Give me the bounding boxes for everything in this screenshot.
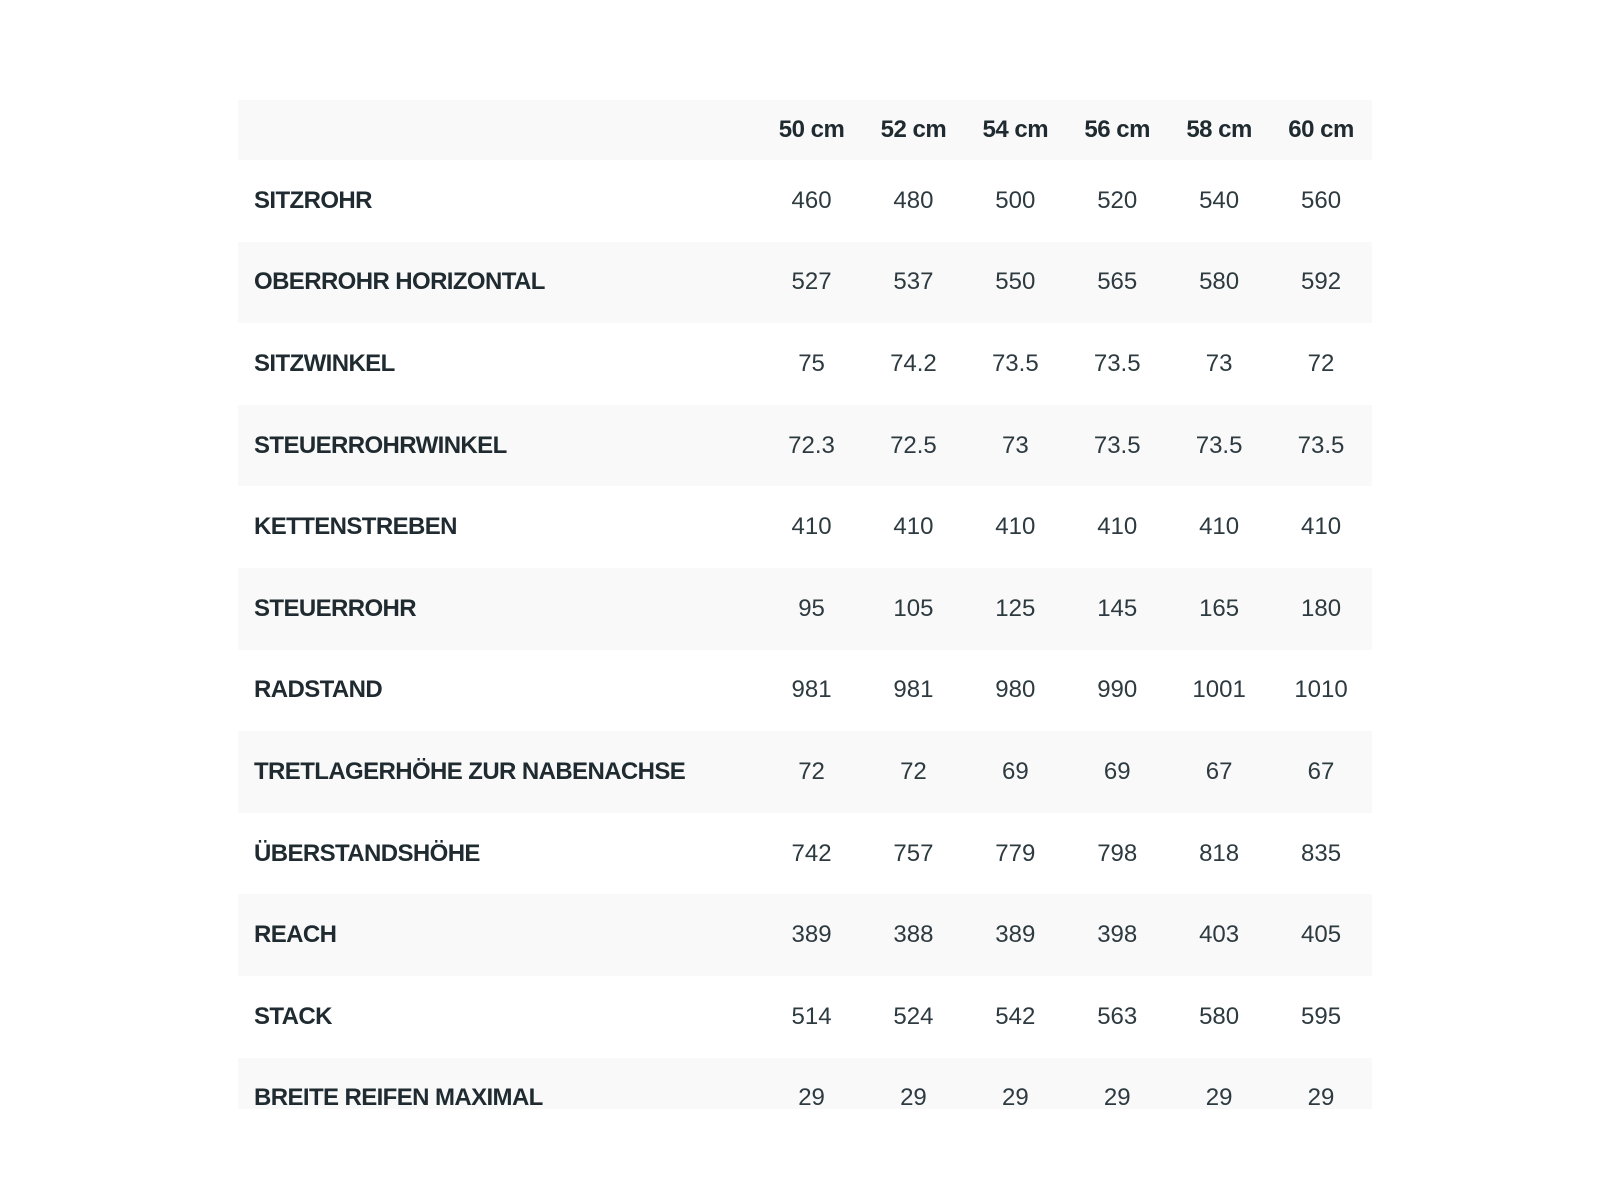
table-cell: 72.5 <box>890 431 937 459</box>
table-cell: 72 <box>798 757 825 785</box>
table-cell: 388 <box>893 921 934 949</box>
table-cell: 410 <box>791 513 832 541</box>
table-cell: 520 <box>1097 186 1138 214</box>
table-row <box>238 242 1372 324</box>
table-cell: 595 <box>1301 1002 1342 1030</box>
table-cell: 29 <box>1307 1084 1335 1109</box>
table-cell: 73.5 <box>1297 431 1345 459</box>
table-cell: 69 <box>1103 757 1131 785</box>
table-cell: 500 <box>995 186 1036 214</box>
row-label: STACK <box>254 1002 332 1030</box>
table-cell: 560 <box>1301 186 1342 214</box>
column-header-size: 56 cm <box>1084 116 1150 143</box>
table-cell: 1010 <box>1294 676 1348 704</box>
table-cell: 410 <box>1199 513 1240 541</box>
table-cell: 981 <box>893 676 934 704</box>
table-cell: 818 <box>1199 839 1240 867</box>
row-label: SITZWINKEL <box>254 349 395 377</box>
table-cell: 67 <box>1205 757 1233 785</box>
table-cell: 389 <box>995 921 1036 949</box>
table-row <box>238 813 1372 895</box>
table-cell: 29 <box>798 1084 825 1109</box>
table-cell: 73.5 <box>1195 431 1243 459</box>
table-cell: 980 <box>995 676 1036 704</box>
column-header-size: 54 cm <box>982 116 1049 143</box>
table-cell: 29 <box>1205 1084 1233 1109</box>
table-cell: 580 <box>1199 268 1240 296</box>
table-cell: 73 <box>1205 349 1233 377</box>
table-cell: 75 <box>798 349 825 377</box>
row-label: STEUERROHRWINKEL <box>254 431 507 459</box>
table-cell: 389 <box>791 921 832 949</box>
table-cell: 73.5 <box>1093 431 1141 459</box>
table-row <box>238 1058 1372 1109</box>
table-cell: 798 <box>1097 839 1138 867</box>
table-cell: 105 <box>893 594 934 622</box>
table-row <box>238 486 1372 568</box>
table-cell: 125 <box>995 594 1036 622</box>
table-cell: 563 <box>1097 1002 1138 1030</box>
row-label: TRETLAGERHÖHE ZUR NABENACHSE <box>254 757 686 785</box>
header-corner-cell <box>238 100 761 160</box>
table-cell: 165 <box>1199 594 1240 622</box>
table-cell: 565 <box>1097 268 1138 296</box>
row-label: OBERROHR HORIZONTAL <box>254 268 545 296</box>
table-cell: 592 <box>1301 268 1342 296</box>
table-row <box>238 568 1372 650</box>
table-cell: 514 <box>791 1002 832 1030</box>
table-cell: 73.5 <box>991 349 1039 377</box>
geometry-table-container <box>238 100 1372 1109</box>
column-header-size: 50 cm <box>778 116 845 143</box>
table-cell: 29 <box>1103 1084 1131 1109</box>
table-cell: 403 <box>1199 921 1240 949</box>
table-cell: 69 <box>1001 757 1029 785</box>
table-cell: 757 <box>893 839 934 867</box>
table-cell: 580 <box>1199 1002 1240 1030</box>
table-row <box>238 976 1372 1058</box>
table-cell: 742 <box>791 839 832 867</box>
table-row <box>238 894 1372 976</box>
table-cell: 540 <box>1199 186 1240 214</box>
table-cell: 1001 <box>1192 676 1246 704</box>
row-label: KETTENSTREBEN <box>254 513 457 541</box>
table-cell: 527 <box>791 268 832 296</box>
table-cell: 29 <box>1001 1084 1029 1109</box>
table-cell: 410 <box>1097 513 1138 541</box>
table-cell: 74.2 <box>890 349 937 377</box>
column-header-size: 58 cm <box>1186 116 1252 143</box>
table-cell: 67 <box>1307 757 1335 785</box>
table-cell: 480 <box>893 186 934 214</box>
table-cell: 835 <box>1301 839 1342 867</box>
table-cell: 405 <box>1301 921 1342 949</box>
table-cell: 410 <box>893 513 934 541</box>
table-cell: 72 <box>900 757 927 785</box>
table-cell: 29 <box>900 1084 927 1109</box>
table-cell: 990 <box>1097 676 1138 704</box>
row-label: RADSTAND <box>254 676 383 704</box>
table-cell: 537 <box>893 268 934 296</box>
table-cell: 410 <box>995 513 1036 541</box>
table-cell: 145 <box>1097 594 1138 622</box>
table-cell: 981 <box>791 676 832 704</box>
table-row <box>238 731 1372 813</box>
column-header-size: 60 cm <box>1288 116 1354 143</box>
geometry-table <box>238 100 1372 1109</box>
table-cell: 73.5 <box>1093 349 1141 377</box>
table-row <box>238 160 1372 242</box>
column-header-size: 52 cm <box>880 116 947 143</box>
table-cell: 542 <box>995 1002 1036 1030</box>
table-cell: 72.3 <box>788 431 835 459</box>
row-label: SITZROHR <box>254 186 372 214</box>
table-row <box>238 405 1372 487</box>
table-cell: 72 <box>1307 349 1335 377</box>
table-cell: 460 <box>791 186 832 214</box>
row-label: REACH <box>254 921 337 949</box>
table-cell: 779 <box>995 839 1036 867</box>
table-cell: 398 <box>1097 921 1138 949</box>
table-cell: 524 <box>893 1002 934 1030</box>
table-cell: 550 <box>995 268 1036 296</box>
table-row <box>238 650 1372 732</box>
row-label: ÜBERSTANDSHÖHE <box>254 839 480 867</box>
table-cell: 180 <box>1301 594 1342 622</box>
table-cell: 95 <box>798 594 825 622</box>
table-cell: 73 <box>1001 431 1029 459</box>
row-label: BREITE REIFEN MAXIMAL <box>254 1084 543 1109</box>
table-cell: 410 <box>1301 513 1342 541</box>
table-header-row <box>238 100 1372 160</box>
row-label: STEUERROHR <box>254 594 417 622</box>
table-row <box>238 323 1372 405</box>
